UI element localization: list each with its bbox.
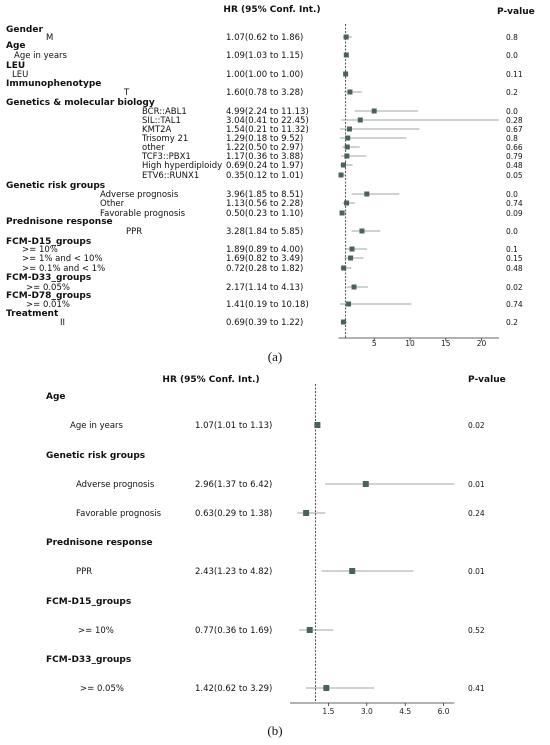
row-label-a: other <box>142 143 165 153</box>
p-value-a: 0.2 <box>506 88 518 97</box>
hr-marker-a <box>344 154 349 159</box>
x-tick-label-a: 15 <box>440 339 451 348</box>
hr-marker-a <box>347 127 352 132</box>
group-header-a: FCM-D15_groups <box>6 237 92 247</box>
group-header-b: Prednisone response <box>46 538 153 548</box>
hr-value-a: 0.50(0.23 to 1.10) <box>226 209 304 219</box>
x-tick-label-a: 5 <box>371 339 377 348</box>
row-label-b: >= 0.05% <box>80 684 124 694</box>
x-tick-label-a: 10 <box>405 339 415 348</box>
p-value-b: 0.01 <box>468 480 485 489</box>
hr-value-b: 2.43(1.23 to 4.82) <box>195 567 273 577</box>
p-value-a: 0.67 <box>506 125 523 134</box>
hr-value-a: 1.00(1.00 to 1.00) <box>226 70 304 80</box>
hr-marker-a <box>344 35 349 40</box>
hr-value-a: 1.09(1.03 to 1.15) <box>226 51 304 61</box>
row-label-a: ETV6::RUNX1 <box>142 171 200 181</box>
p-column-header-b: P-value <box>468 375 506 385</box>
x-tick-label-b: 3.0 <box>360 707 373 716</box>
hr-value-a: 3.04(0.41 to 22.45) <box>226 116 309 126</box>
row-label-a: BCR::ABL1 <box>142 107 187 117</box>
hr-value-b: 2.96(1.37 to 6.42) <box>195 480 273 490</box>
hr-marker-a <box>344 201 349 206</box>
row-label-a: TCF3::PBX1 <box>142 152 191 162</box>
row-label-a: Other <box>100 199 125 209</box>
hr-marker-b <box>314 422 320 428</box>
hr-value-a: 4.99(2.24 to 11.13) <box>226 107 309 117</box>
hr-marker-a <box>372 109 377 114</box>
hr-marker-b <box>303 510 309 516</box>
hr-value-a: 0.35(0.12 to 1.01) <box>226 171 304 181</box>
row-label-a: M <box>46 33 54 43</box>
row-label-a: High hyperdiploidy <box>142 161 223 171</box>
p-value-a: 0.02 <box>506 283 523 292</box>
p-value-a: 0.48 <box>506 264 523 273</box>
p-value-b: 0.01 <box>468 567 485 576</box>
hr-marker-a <box>343 72 348 77</box>
row-label-a: Age in years <box>14 51 67 61</box>
p-value-a: 0.74 <box>506 199 523 208</box>
hr-column-header-b: HR (95% Conf. Int.) <box>162 375 260 385</box>
group-header-b: FCM-D15_groups <box>46 597 132 607</box>
p-value-a: 0.0 <box>506 190 518 199</box>
hr-value-a: 1.13(0.56 to 2.28) <box>226 199 304 209</box>
x-tick-label-a: 20 <box>476 339 487 348</box>
row-label-a: >= 0.01% <box>26 300 70 310</box>
row-label-a: >= 1% and < 10% <box>22 254 103 264</box>
group-header-a: LEU <box>6 61 26 71</box>
p-value-b: 0.24 <box>468 509 485 518</box>
hr-marker-b <box>363 481 369 487</box>
hr-marker-a <box>341 266 346 271</box>
hr-marker-a <box>364 192 369 197</box>
hr-marker-a <box>340 211 345 216</box>
hr-marker-b <box>307 627 313 633</box>
row-label-a: II <box>60 318 66 328</box>
row-label-a: LEU <box>12 70 29 80</box>
p-value-a: 0.8 <box>506 134 518 143</box>
x-tick-label-b: 6.0 <box>437 707 450 716</box>
p-value-a: 0.0 <box>506 107 518 116</box>
group-header-a: Genetic risk groups <box>6 181 106 191</box>
hr-value-a: 1.07(0.62 to 1.86) <box>226 33 304 43</box>
group-header-a: Age <box>6 41 26 51</box>
row-label-a: T <box>124 88 130 98</box>
hr-marker-a <box>344 53 349 58</box>
group-header-b: Age <box>46 392 66 402</box>
p-value-b: 0.02 <box>468 421 485 430</box>
p-value-a: 0.28 <box>506 116 523 125</box>
row-label-a: PPR <box>126 227 143 237</box>
p-value-a: 0.8 <box>506 33 518 42</box>
hr-marker-a <box>345 145 350 150</box>
p-value-a: 0.48 <box>506 161 523 170</box>
group-header-a: FCM-D33_groups <box>6 273 92 283</box>
group-header-b: FCM-D33_groups <box>46 655 132 665</box>
row-label-b: >= 10% <box>78 626 114 636</box>
hr-marker-a <box>345 136 350 141</box>
hr-marker-a <box>341 320 346 325</box>
p-value-a: 0.74 <box>506 300 523 309</box>
panel-label-a: (a) <box>267 349 283 364</box>
p-value-b: 0.41 <box>468 684 485 693</box>
hr-marker-a <box>347 90 352 95</box>
x-tick-label-b: 1.5 <box>322 707 335 716</box>
hr-value-a: 2.17(1.14 to 4.13) <box>226 283 304 293</box>
p-value-a: 0.05 <box>506 171 523 180</box>
row-label-b: Favorable prognosis <box>76 509 162 519</box>
row-label-a: KMT2A <box>142 125 172 135</box>
hr-value-a: 1.69(0.82 to 3.49) <box>226 254 304 264</box>
hr-marker-a <box>339 173 344 178</box>
hr-marker-a <box>348 256 353 261</box>
p-value-a: 0.0 <box>506 51 518 60</box>
p-value-a: 0.15 <box>506 254 523 263</box>
hr-marker-a <box>350 247 355 252</box>
p-value-a: 0.1 <box>506 245 518 254</box>
row-label-a: SIL::TAL1 <box>142 116 181 126</box>
p-value-a: 0.0 <box>506 227 518 236</box>
panel-label-b: (b) <box>267 723 283 738</box>
p-value-b: 0.52 <box>468 626 485 635</box>
row-label-a: >= 10% <box>22 245 58 255</box>
hr-value-a: 1.17(0.36 to 3.88) <box>226 152 304 162</box>
hr-value-b: 1.07(1.01 to 1.13) <box>195 421 273 431</box>
group-header-a: Treatment <box>6 309 59 319</box>
hr-value-a: 1.22(0.50 to 2.97) <box>226 143 304 153</box>
p-value-a: 0.11 <box>506 70 523 79</box>
hr-value-a: 1.54(0.21 to 11.32) <box>226 125 309 135</box>
group-header-a: Immunophenotype <box>6 79 102 89</box>
hr-marker-a <box>346 302 351 307</box>
hr-column-header-a: HR (95% Conf. Int.) <box>223 5 321 15</box>
p-value-a: 0.2 <box>506 318 518 327</box>
hr-marker-b <box>349 568 355 574</box>
p-column-header-a: P-value <box>497 7 535 17</box>
row-label-a: Favorable prognosis <box>100 209 186 219</box>
p-value-a: 0.09 <box>506 209 523 218</box>
hr-value-a: 1.60(0.78 to 3.28) <box>226 88 304 98</box>
group-header-a: Prednisone response <box>6 217 113 227</box>
hr-value-a: 3.28(1.84 to 5.85) <box>226 227 304 237</box>
p-value-a: 0.79 <box>506 152 523 161</box>
hr-marker-b <box>323 685 329 691</box>
x-tick-label-b: 4.5 <box>399 707 412 716</box>
row-label-a: Trisomy 21 <box>142 134 189 144</box>
hr-value-b: 0.77(0.36 to 1.69) <box>195 626 273 636</box>
hr-value-b: 0.63(0.29 to 1.38) <box>195 509 273 519</box>
row-label-b: Adverse prognosis <box>76 480 155 490</box>
row-label-b: Age in years <box>70 421 123 431</box>
row-label-a: >= 0.1% and < 1% <box>22 264 106 274</box>
row-label-b: PPR <box>76 567 93 577</box>
hr-marker-a <box>358 118 363 123</box>
hr-marker-a <box>359 229 364 234</box>
hr-value-a: 1.89(0.89 to 4.00) <box>226 245 304 255</box>
group-header-a: Genetics & molecular biology <box>6 98 155 108</box>
hr-value-a: 3.96(1.85 to 8.51) <box>226 190 304 200</box>
hr-value-a: 0.72(0.28 to 1.82) <box>226 264 304 274</box>
row-label-a: Adverse prognosis <box>100 190 179 200</box>
hr-marker-a <box>352 285 357 290</box>
row-label-a: >= 0.05% <box>26 283 70 293</box>
hr-value-a: 0.69(0.24 to 1.97) <box>226 161 304 171</box>
hr-value-b: 1.42(0.62 to 3.29) <box>195 684 273 694</box>
p-value-a: 0.66 <box>506 143 523 152</box>
group-header-a: FCM-D78_groups <box>6 291 92 301</box>
group-header-a: Gender <box>6 25 43 35</box>
hr-value-a: 1.41(0.19 to 10.18) <box>226 300 309 310</box>
hr-value-a: 0.69(0.39 to 1.22) <box>226 318 304 328</box>
hr-marker-a <box>341 163 346 168</box>
group-header-b: Genetic risk groups <box>46 451 146 461</box>
hr-value-a: 1.29(0.18 to 9.52) <box>226 134 304 144</box>
